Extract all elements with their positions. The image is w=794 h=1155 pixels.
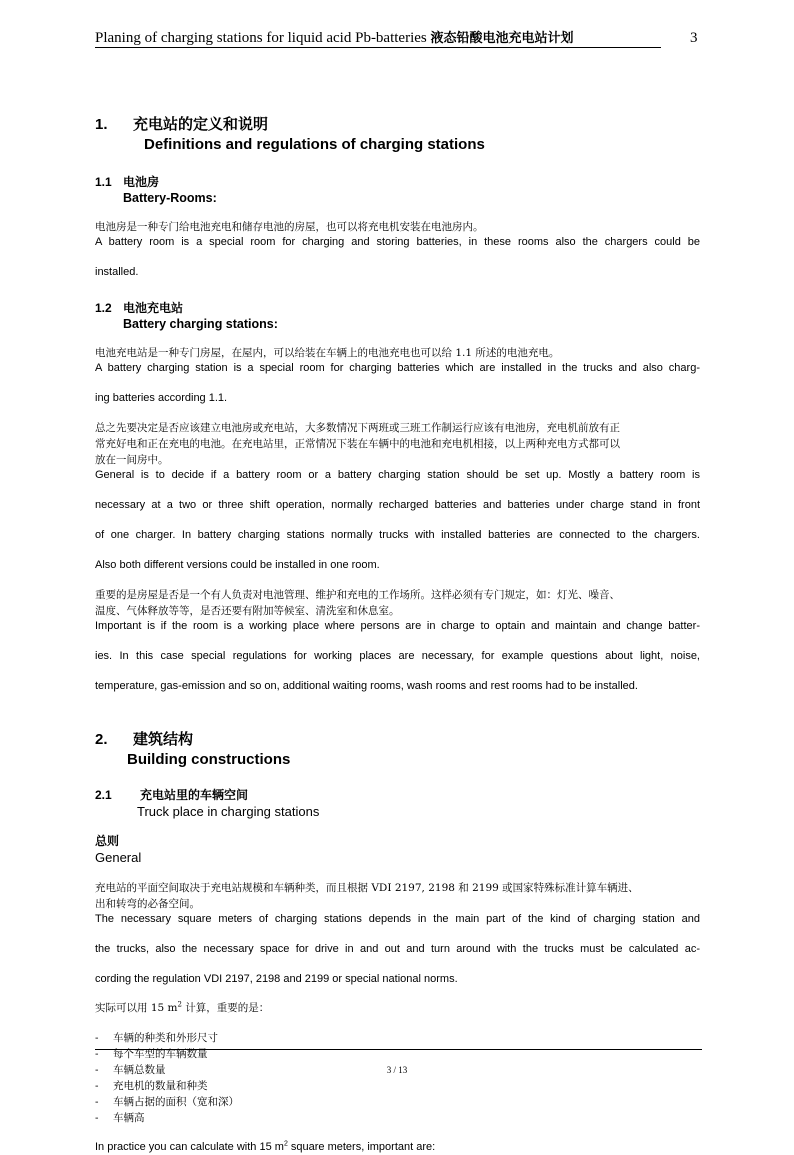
paragraph-1-2a-en-line-1: A battery charging station is a special room for charging batteries which are installed in the trucks and also charg- xyxy=(95,362,700,374)
subsection-1-2-title-cn: 电池充电站 xyxy=(123,301,184,315)
paragraph-1-2b-en-line-3: of one charger. In battery charging stations normally trucks with installed batteries are connected to the chargers. xyxy=(95,529,700,541)
paragraph-1-2a-en-line-2: ing batteries according 1.1. xyxy=(95,392,228,404)
requirements-list xyxy=(95,1030,700,1126)
paragraph-area-en-sup: 2 xyxy=(283,1140,288,1148)
subsection-1-2-title-en: Battery charging stations: xyxy=(123,317,278,331)
paragraph-1-1-cn: 电池房是一种专门给电池充电和储存电池的房屋，也可以将充电机安装在电池房内。 xyxy=(95,221,484,233)
list-marker: - xyxy=(95,1048,99,1060)
paragraph-general-en-line-2: the trucks, also the necessary space for drive in and out and turn around with the trucks must be calculated ac- xyxy=(95,943,700,955)
list-item-text: 车辆的种类和外形尺寸 xyxy=(113,1032,218,1044)
section-2-heading-cn xyxy=(95,730,700,750)
list-item xyxy=(95,1094,700,1110)
paragraph-1-2b-en-line-4: Also both different versions could be installed in one room. xyxy=(95,559,380,571)
paragraph-1-2c-en-line-1: Important is if the room is a working place where persons are in charge to optain and maintain and change batter- xyxy=(95,620,700,632)
subsection-1-2-heading-cn xyxy=(95,300,700,316)
paragraph-1-2b-cn-line-2: 常充好电和正在充电的电池。在充电站里，正常情况下装在车辆中的电池和充电机相接，以上两种充电方式都可以 xyxy=(95,438,620,450)
subsection-1-1-heading-cn xyxy=(95,174,700,190)
section-2-title-cn: 建筑结构 xyxy=(133,731,194,748)
subsection-1-1-number: 1.1 xyxy=(95,175,112,189)
page-content xyxy=(95,115,700,1155)
paragraph-general-en-line-3: cording the regulation VDI 2197, 2198 and 2199 or special national norms. xyxy=(95,973,458,985)
paragraph-area-cn-post: 计算，重要的是： xyxy=(181,1002,270,1014)
paragraph-1-2c-en-line-2: ies. In this case special regulations for working places are necessary, for example questions about light, noise, xyxy=(95,650,700,662)
list-item xyxy=(95,1078,700,1094)
paragraph-1-2c-cn-line-1: 重要的是房屋是否是一个有人负责对电池管理、维护和充电的工作场所。这样必须有专门规定，如：灯光、噪音、 xyxy=(95,589,620,601)
paragraph-general-cn-line-2: 出和转弯的必备空间。 xyxy=(95,898,200,910)
general-heading-en: General xyxy=(95,850,142,865)
paragraph-1-2b-cn-line-1: 总之先要决定是否应该建立电池房或充电站，大多数情况下两班或三班工作制运行应该有电池房，充电机前放有正 xyxy=(95,422,620,434)
paragraph-1-1-en-line-1: A battery room is a special room for charging and storing batteries, in these rooms also the chargers could be xyxy=(95,236,700,248)
page-header xyxy=(95,30,661,48)
subsection-2-1-heading-cn xyxy=(95,787,700,803)
paragraph-1-2b-en-line-2: necessary at a two or three shift operation, normally recharged batteries and batteries under charge stand in front xyxy=(95,499,700,511)
list-item-text: 充电机的数量和种类 xyxy=(113,1080,208,1092)
section-1-heading-cn xyxy=(95,115,700,135)
header-title-en: Planing of charging stations for liquid acid Pb-batteries xyxy=(95,30,431,46)
subsection-1-1-title-cn: 电池房 xyxy=(123,175,160,189)
paragraph-1-2b-cn-line-3: 放在一间房中。 xyxy=(95,454,169,466)
paragraph-area-cn-pre: 实际可以用 15 m xyxy=(95,1002,178,1014)
paragraph-1-2c-en-line-3: temperature, gas-emission and so on, additional waiting rooms, wash rooms and rest rooms had to be installed. xyxy=(95,680,638,692)
subsection-1-2-number: 1.2 xyxy=(95,301,112,315)
subsection-1-1-title-en: Battery-Rooms: xyxy=(123,191,217,205)
section-1-title-cn: 充电站的定义和说明 xyxy=(133,116,269,133)
subsection-2-1-title-cn: 充电站里的车辆空间 xyxy=(140,788,249,802)
footer-page-label: 3 / 13 xyxy=(386,1065,408,1075)
list-marker: - xyxy=(95,1064,99,1076)
list-item xyxy=(95,1110,700,1126)
header-title-cn: 液态铅酸电池充电站计划 xyxy=(430,31,574,46)
section-2-number: 2. xyxy=(95,731,108,748)
section-1-title-en: Definitions and regulations of charging stations xyxy=(144,136,485,153)
list-item xyxy=(95,1030,700,1046)
paragraph-1-1-en-line-2: installed. xyxy=(95,266,139,278)
section-2-title-en: Building constructions xyxy=(127,751,291,768)
paragraph-area-cn xyxy=(95,1000,700,1016)
paragraph-area-en-post: square meters, important are: xyxy=(287,1141,436,1153)
list-marker: - xyxy=(95,1112,99,1124)
paragraph-general-en-line-1: The necessary square meters of charging stations depends in the main part of the kind of charging station and xyxy=(95,913,700,925)
paragraph-area-cn-sup: 2 xyxy=(177,1000,182,1009)
subsection-2-1-title-en: Truck place in charging stations xyxy=(137,804,320,819)
paragraph-area-en xyxy=(95,1140,700,1155)
list-item-text: 车辆占据的面积（宽和深） xyxy=(113,1096,239,1108)
list-item-text: 每个车型的车辆数量 xyxy=(113,1048,208,1060)
paragraph-general-cn-line-1: 充电站的平面空间取决于充电站规模和车辆种类，而且根据 VDI 2197, 2198 和 2199 或国家特殊标准计算车辆进、 xyxy=(95,882,639,894)
header-title xyxy=(95,30,661,47)
list-item-text: 车辆高 xyxy=(113,1112,145,1124)
header-page-number: 3 xyxy=(690,30,698,46)
list-item-text: 车辆总数量 xyxy=(113,1064,166,1076)
subsection-2-1-number: 2.1 xyxy=(95,788,112,802)
paragraph-1-2a-cn: 电池充电站是一种专门房屋，在屋内，可以给装在车辆上的电池充电也可以给 1.1 所述的电池充电。 xyxy=(95,347,560,359)
footer-divider xyxy=(95,1049,702,1050)
paragraph-1-2c-cn-line-2: 温度、气体释放等等，是否还要有附加等候室、清洗室和休息室。 xyxy=(95,605,400,617)
section-1-number: 1. xyxy=(95,116,108,133)
list-marker: - xyxy=(95,1032,99,1044)
general-heading-cn: 总则 xyxy=(95,834,120,848)
list-marker: - xyxy=(95,1080,99,1092)
list-marker: - xyxy=(95,1096,99,1108)
paragraph-area-en-pre: In practice you can calculate with 15 m xyxy=(95,1141,284,1153)
paragraph-1-2b-en-line-1: General is to decide if a battery room or a battery charging station should be set up. Mostly a battery room is xyxy=(95,469,700,481)
